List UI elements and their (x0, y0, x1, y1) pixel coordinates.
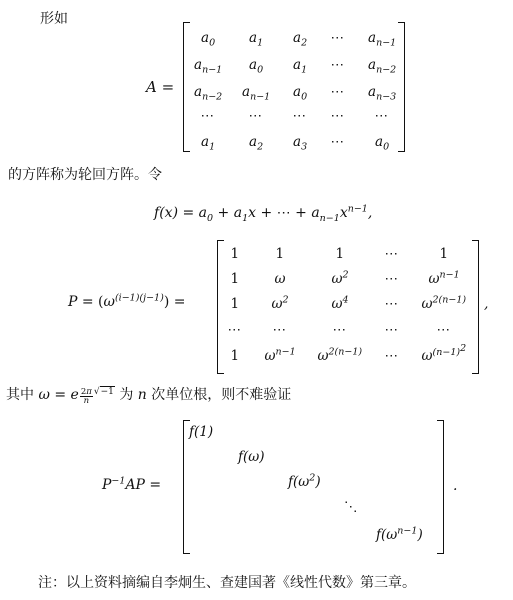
matrix-p-cell: $\omega^{n-1}$ (264, 346, 296, 364)
matrix-a-right-bracket (398, 22, 405, 152)
matrix-a-cell: $a_3$ (293, 134, 308, 153)
matrix-a-cell: $a_1$ (249, 30, 264, 49)
matrix-p-cell: 1 (439, 246, 449, 262)
matrix-p-cell: ⋯ (227, 322, 242, 338)
matrix-a-cell: $a_1$ (293, 57, 308, 76)
matrix-p-cell: ⋯ (332, 322, 347, 338)
matrix-a-cell: ⋯ (200, 108, 215, 124)
fx-equation: $f(x) = a_0 + a_1x$ + ⋯ + $a_{n-1}x^{n-1}$, (154, 203, 373, 224)
matrix-a-cell: ⋯ (292, 108, 307, 124)
matrix-a-cell: $a_{n-3}$ (368, 84, 397, 103)
matrix-a-cell: $a_0$ (375, 134, 390, 153)
matrix-p-cell: 1 (230, 246, 240, 262)
matrix-p-cell: ⋯ (384, 271, 399, 287)
intro-text: 形如 (40, 11, 68, 27)
matrix-d-left-bracket (183, 420, 190, 554)
omega-tail: 次单位根，则不难验证 (151, 387, 292, 403)
matrix-p-cell: $\omega^4$ (331, 294, 349, 312)
diag-entry-2: f(ω) (238, 449, 265, 465)
matrix-p-cell: ⋯ (384, 322, 399, 338)
matrix-p-cell: $\omega^{n-1}$ (428, 269, 460, 287)
matrix-p-cell: 1 (230, 348, 240, 364)
matrix-p-cell: $\omega^2$ (271, 294, 289, 312)
matrix-d-right-bracket (437, 420, 444, 554)
source-note: 注：以上资料摘编自李炯生、查建国著《线性代数》第三章。 (38, 575, 416, 591)
matrix-p-label: $P = (\omega^{(i-1)(j-1)})$ = (68, 292, 186, 310)
matrix-a-cell: $a_1$ (201, 134, 216, 153)
matrix-a-cell: ⋯ (248, 108, 263, 124)
matrix-a-cell: ⋯ (374, 108, 389, 124)
matrix-a-cell: $a_{n-2}$ (368, 57, 397, 76)
diag-entry-1: f(1) (189, 424, 214, 440)
matrix-p-cell: 1 (230, 296, 240, 312)
matrix-a-cell: $a_0$ (201, 30, 216, 49)
matrix-a-cell: $a_0$ (249, 57, 264, 76)
matrix-p-cell: 1 (275, 246, 285, 262)
matrix-p-cell: $\omega^{2(n-1)}$ (317, 346, 363, 364)
matrix-a-cell: ⋯ (330, 30, 345, 46)
matrix-a-cell: $a_{n-1}$ (194, 57, 223, 76)
omega-prefix: 其中 (6, 387, 34, 403)
matrix-p-right-bracket (472, 240, 479, 374)
matrix-p-cell: ⋯ (384, 246, 399, 262)
circulant-def-text: 的方阵称为轮回方阵。令 (8, 167, 162, 183)
matrix-a-cell: ⋯ (330, 134, 345, 150)
diag-entry-n: $f(\omega^{n-1})$ (376, 525, 423, 543)
matrix-p-trailing-comma: , (484, 296, 489, 312)
matrix-a-cell: $a_0$ (293, 84, 308, 103)
matrix-a-label: A = (146, 78, 175, 96)
matrix-p-cell: 1 (230, 271, 240, 287)
matrix-a-cell: ⋯ (330, 57, 345, 73)
matrix-p-cell: $\omega^{2(n-1)}$ (421, 294, 467, 312)
matrix-a-cell: $a_{n-1}$ (368, 30, 397, 49)
matrix-a-cell: $a_2$ (249, 134, 264, 153)
omega-definition: 其中 ω = e $\frac{2\pi}{n}$ √−1 为 n 次单位根，则不难验证 (6, 386, 292, 407)
omega-suffix: 为 (119, 387, 134, 403)
matrix-p-cell: $\omega^{(n-1)^2}$ (421, 342, 467, 364)
matrix-p-cell: ⋯ (272, 322, 287, 338)
diag-entry-3: $f(\omega^2)$ (288, 472, 321, 490)
matrix-a-cell: $a_2$ (293, 30, 308, 49)
matrix-p-cell: 1 (335, 246, 345, 262)
matrix-p-left-bracket (217, 240, 224, 374)
matrix-p-cell: ω (274, 271, 286, 287)
omega-n: n (137, 387, 147, 403)
matrix-p-cell: ⋯ (384, 296, 399, 312)
matrix-p-cell: $\omega^2$ (331, 269, 349, 287)
matrix-a-cell: $a_{n-2}$ (194, 84, 223, 103)
diag-ddots: ⋱ (344, 499, 358, 515)
matrix-a-cell: ⋯ (330, 108, 345, 124)
matrix-d-label: $P^{-1}AP$ = (102, 475, 162, 493)
matrix-d-trailing-period: . (453, 478, 458, 494)
matrix-p-cell: ⋯ (384, 348, 399, 364)
matrix-a-cell: ⋯ (330, 84, 345, 100)
matrix-p-cell: ⋯ (436, 322, 451, 338)
matrix-a-cell: $a_{n-1}$ (242, 84, 271, 103)
matrix-a-left-bracket (183, 22, 190, 152)
